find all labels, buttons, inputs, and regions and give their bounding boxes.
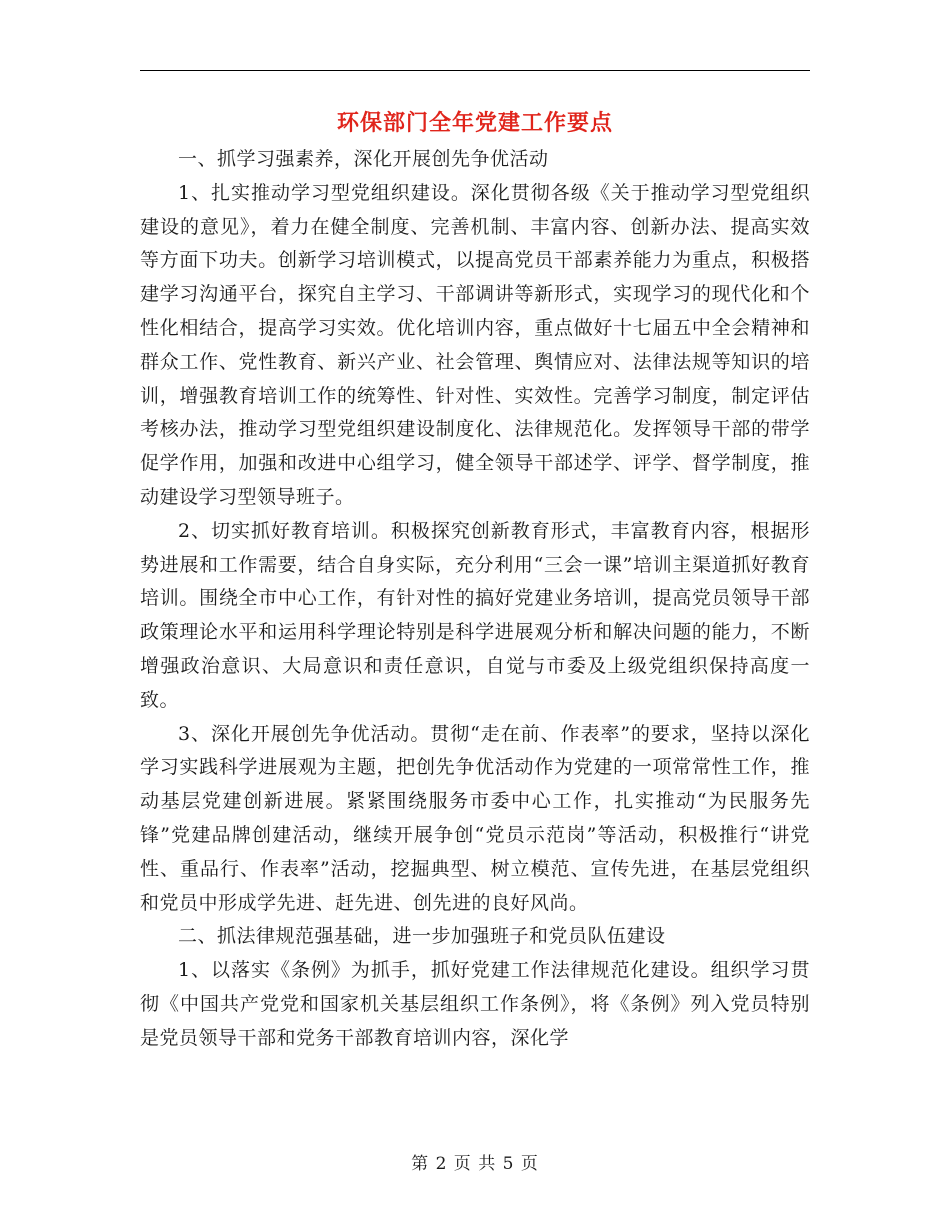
paragraph-2-1: 1、以落实《条例》为抓手，抓好党建工作法律规范化建设。组织学习贯彻《中国共产党党和国家机关基层组织工作条例》，将《条例》列入党员特别是党员领导干部和党务干部教育培训内容，深化学 bbox=[140, 959, 810, 1049]
paragraph-1-2: 2、切实抓好教育培训。积极探究创新教育形式，丰富教育内容，根据形势进展和工作需要，结合自身实际，充分利用“三会一课”培训主渠道抓好教育培训。围绕全市中心工作，有针对性的搞好党建业务培训，提高党员领导干部政策理论水平和运用科学理论特别是科学进展观分析和解决问题的能力，不断增强政治意识、大局意识和责任意识，自觉与市委及上级党组织保持高度一致。 bbox=[140, 519, 810, 711]
document-body bbox=[140, 103, 810, 1056]
paragraph-1-3: 3、深化开展创先争优活动。贯彻“走在前、作表率”的要求，坚持以深化学习实践科学进展观为主题，把创先争优活动作为党建的一项常常性工作，推动基层党建创新进展。紧紧围绕服务市委中心工作，扎实推动“为民服务先锋”党建品牌创建活动，继续开展争创“党员示范岗”等活动，积极推行“讲党性、重品行、作表率”活动，挖掘典型、树立模范、宣传先进，在基层党组织和党员中形成学先进、赶先进、创先进的良好风尚。 bbox=[140, 722, 810, 914]
section-heading-1: 一、抓学习强素养，深化开展创先争优活动 bbox=[178, 148, 549, 170]
page-number-footer: 第 2 页 共 5 页 bbox=[411, 1154, 539, 1174]
section-heading-2: 二、抓法律规范强基础，进一步加强班子和党员队伍建设 bbox=[178, 925, 666, 948]
document-title: 环保部门全年党建工作要点 bbox=[336, 110, 613, 136]
header-rule bbox=[140, 70, 810, 71]
paragraph-1-1: 1、扎实推动学习型党组织建设。深化贯彻各级《关于推动学习型党组织建设的意见》，着力在健全制度、完善机制、丰富内容、创新办法、提高实效等方面下功夫。创新学习培训模式，以提高党员干部素养能力为重点，积极搭建学习沟通平台，探究自主学习、干部调讲等新形式，实现学习的现代化和个性化相结合，提高学习实效。优化培训内容，重点做好十七届五中全会精神和群众工作、党性教育、新兴产业、社会管理、舆情应对、法律法规等知识的培训，增强教育培训工作的统筹性、针对性、实效性。完善学习制度，制定评估考核办法，推动学习型党组织建设制度化、法律规范化。发挥领导干部的带学促学作用，加强和改进中心组学习，健全领导干部述学、评学、督学制度，推动建设学习型领导班子。 bbox=[140, 181, 810, 508]
